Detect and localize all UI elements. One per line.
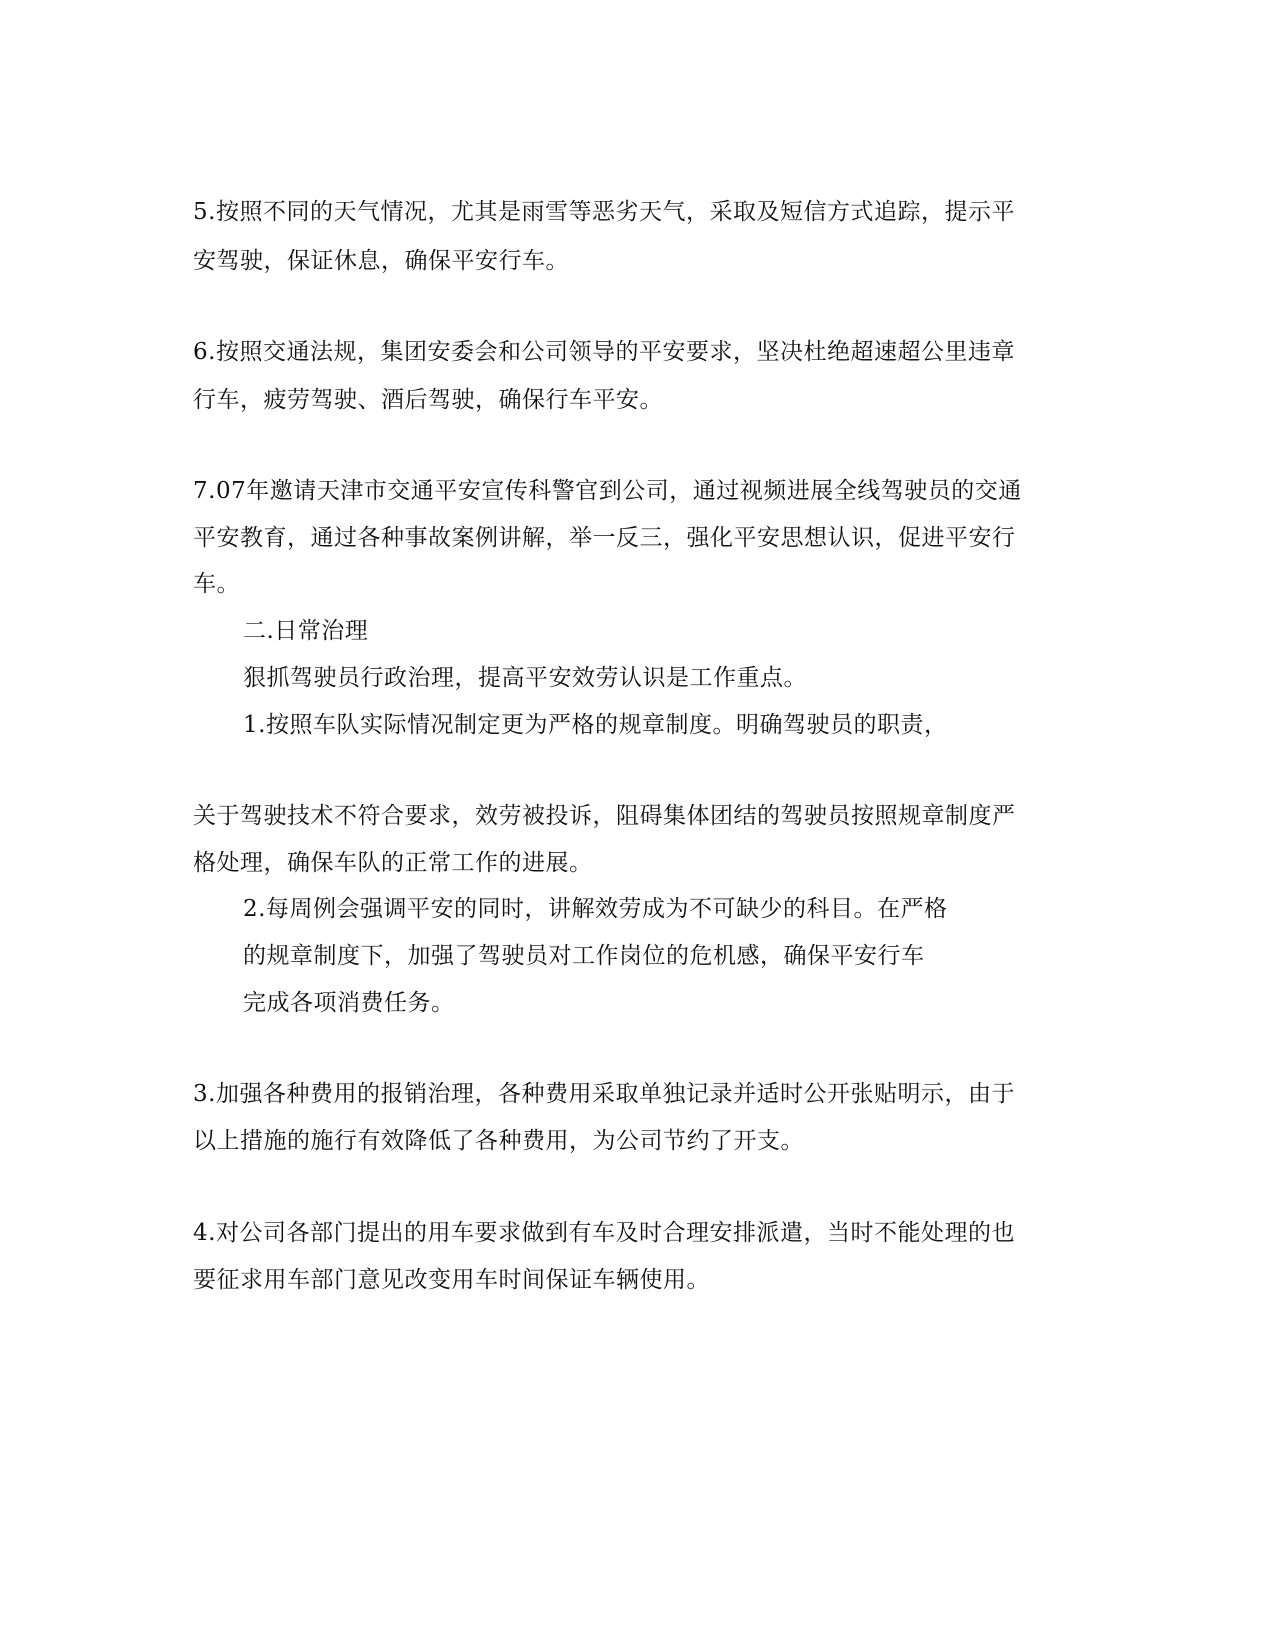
section-2-intro: 狠抓驾驶员行政治理，提高平安效劳认识是工作重点。	[243, 665, 807, 691]
paragraph-6-line-1: 6.按照交通法规，集团安委会和公司领导的平安要求，坚决杜绝超速超公里违章	[193, 339, 1015, 365]
section-2-item-3-line-1: 3.加强各种费用的报销治理，各种费用采取单独记录并适时公开张贴明示，由于	[193, 1081, 1015, 1107]
section-2-item-2-line-1: 2.每周例会强调平安的同时，讲解效劳成为不可缺少的科目。在严格	[243, 896, 948, 922]
section-2-item-4-line-1: 4.对公司各部门提出的用车要求做到有车及时合理安排派遣，当时不能处理的也	[193, 1220, 1015, 1246]
section-2-item-4-line-2: 要征求用车部门意见改变用车时间保证车辆使用。	[193, 1267, 710, 1293]
paragraph-5-line-1: 5.按照不同的天气情况，尤其是雨雪等恶劣天气，采取及短信方式追踪，提示平	[193, 199, 1015, 225]
section-2-item-1-line-2: 关于驾驶技术不符合要求，效劳被投诉，阻碍集体团结的驾驶员按照规章制度严	[193, 803, 1016, 829]
section-2-item-2-line-3: 完成各项消费任务。	[243, 990, 455, 1016]
paragraph-7-line-3: 车。	[193, 571, 240, 597]
paragraph-5-line-2: 安驾驶，保证休息，确保平安行车。	[193, 248, 569, 274]
section-2-heading: 二.日常治理	[243, 618, 369, 644]
paragraph-6-line-2: 行车，疲劳驾驶、酒后驾驶，确保行车平安。	[193, 387, 663, 413]
section-2-item-1-line-3: 格处理，确保车队的正常工作的进展。	[193, 850, 593, 876]
paragraph-7-line-1: 7.07年邀请天津市交通平安宣传科警官到公司，通过视频进展全线驾驶员的交通	[193, 478, 1022, 504]
paragraph-7-line-2: 平安教育，通过各种事故案例讲解，举一反三，强化平安思想认识，促进平安行	[193, 525, 1016, 551]
section-2-item-2-line-2: 的规章制度下，加强了驾驶员对工作岗位的危机感，确保平安行车	[243, 943, 925, 969]
section-2-item-1-line-1: 1.按照车队实际情况制定更为严格的规章制度。明确驾驶员的职责，	[243, 712, 948, 738]
section-2-item-3-line-2: 以上措施的施行有效降低了各种费用，为公司节约了开支。	[193, 1128, 804, 1154]
